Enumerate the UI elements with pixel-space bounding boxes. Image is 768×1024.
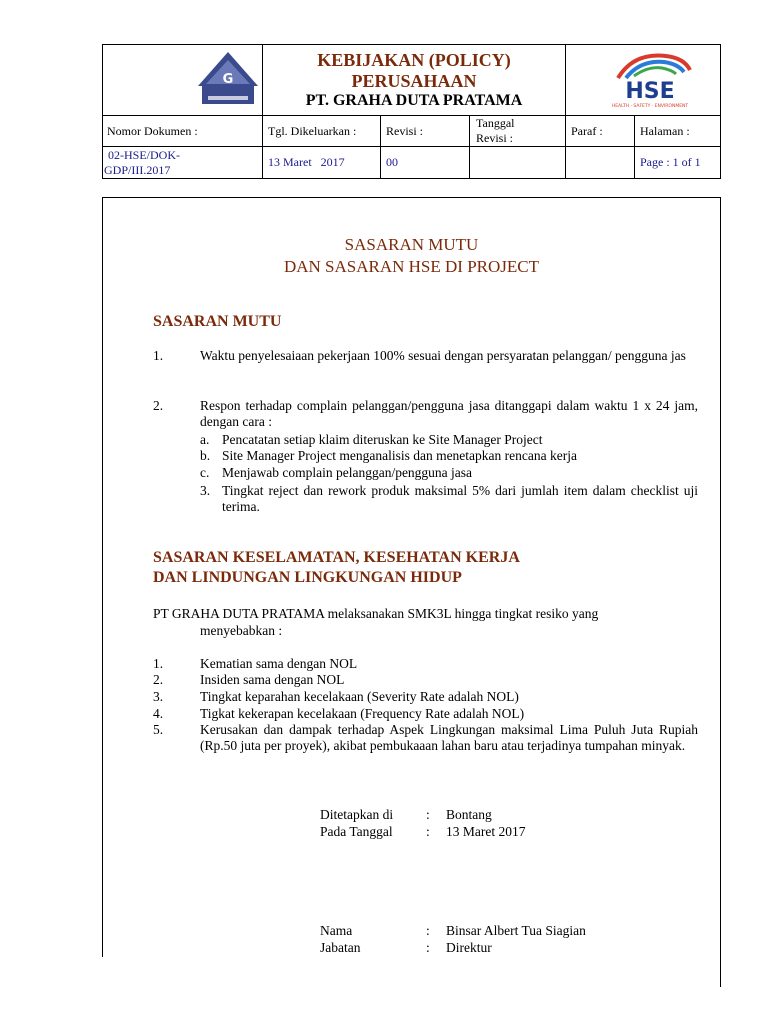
doc-number-value-1: 02-HSE/DOK- bbox=[108, 148, 180, 162]
list-item: Kerusakan dan dampak terhadap Aspek Lingkungan maksimal Lima Puluh Juta Rupiah (Rp.50 juta per proyek), akibat pembukaaan lahan baru atau terjadinya tumpahan minyak. bbox=[200, 722, 698, 753]
page-value: Page : 1 of 1 bbox=[640, 155, 701, 169]
hse-intro-line-1: PT GRAHA DUTA PRATAMA melaksanakan SMK3L hingga tingkat resiko yang bbox=[153, 606, 599, 621]
list-item-number: 2. bbox=[153, 398, 164, 413]
list-item: Waktu penyelesaiaan pekerjaan 100% sesuai dengan persyaratan pelanggan/ pengguna jas bbox=[200, 348, 686, 363]
list-item-number: 4. bbox=[153, 706, 164, 721]
svg-text:G: G bbox=[222, 72, 234, 87]
place-value: Bontang bbox=[446, 807, 492, 822]
place-label: Ditetapkan di bbox=[320, 807, 394, 822]
date-value: 13 Maret 2017 bbox=[446, 824, 526, 839]
list-item-number: 2. bbox=[153, 672, 164, 687]
list-item-number: 1. bbox=[153, 656, 164, 671]
sub-item-number: 3. bbox=[200, 483, 211, 498]
list-item: Respon terhadap complain pelanggan/pengguna jasa ditanggapi dalam waktu 1 x 24 jam, dengan cara : bbox=[200, 398, 698, 429]
sub-item-number: b. bbox=[200, 448, 211, 463]
document-subtitle: DAN SASARAN HSE DI PROJECT bbox=[283, 257, 540, 276]
policy-subtitle: PERUSAHAAN bbox=[351, 71, 477, 91]
name-label: Nama bbox=[320, 923, 353, 938]
section-hse-title-2: DAN LINDUNGAN LINGKUNGAN HIDUP bbox=[153, 569, 462, 586]
section-hse-title-1: SASARAN KESELAMATAN, KESEHATAN KERJA bbox=[153, 549, 520, 566]
colon: : bbox=[426, 824, 430, 839]
company-logo bbox=[196, 50, 260, 110]
page-label: Halaman : bbox=[640, 124, 690, 138]
paraf-label: Paraf : bbox=[571, 124, 603, 138]
list-item-number: 5. bbox=[153, 722, 164, 737]
issued-date-label: Tgl. Dikeluarkan : bbox=[268, 124, 357, 138]
revision-date-label-2: Revisi : bbox=[476, 131, 514, 145]
hse-intro-line-2: menyebabkan : bbox=[200, 623, 283, 638]
revision-date-label-1: Tanggal bbox=[476, 116, 515, 130]
date-label: Pada Tanggal bbox=[320, 824, 393, 839]
colon: : bbox=[426, 940, 430, 955]
company-name: PT. GRAHA DUTA PRATAMA bbox=[305, 92, 523, 109]
doc-number-label: Nomor Dokumen : bbox=[107, 124, 198, 138]
list-item: Tingkat keparahan kecelakaan (Severity Rate adalah NOL) bbox=[200, 689, 519, 704]
document-title: SASARAN MUTU bbox=[344, 235, 479, 254]
svg-text:HSE: HSE bbox=[625, 79, 675, 104]
colon: : bbox=[426, 807, 430, 822]
list-item: Kematian sama dengan NOL bbox=[200, 656, 358, 671]
sub-item: Menjawab complain pelanggan/pengguna jasa bbox=[222, 465, 473, 480]
policy-title: KEBIJAKAN (POLICY) bbox=[317, 50, 511, 70]
position-value: Direktur bbox=[446, 940, 492, 955]
hse-logo bbox=[604, 48, 696, 110]
svg-text:HEALTH · SAFETY · ENVIRONMENT: HEALTH · SAFETY · ENVIRONMENT bbox=[611, 104, 689, 109]
list-item-number: 1. bbox=[153, 348, 164, 363]
sub-item: Tingkat reject dan rework produk maksimal 5% dari jumlah item dalam checklist uji terima. bbox=[222, 483, 698, 514]
list-item: Insiden sama dengan NOL bbox=[200, 672, 345, 687]
doc-number-value-2: GDP/III.2017 bbox=[104, 163, 171, 177]
sub-item-number: a. bbox=[200, 432, 210, 447]
section-quality-title: SASARAN MUTU bbox=[153, 313, 282, 330]
revision-label: Revisi : bbox=[386, 124, 424, 138]
name-value: Binsar Albert Tua Siagian bbox=[446, 923, 586, 938]
list-item-number: 3. bbox=[153, 689, 164, 704]
revision-value: 00 bbox=[386, 155, 398, 169]
sub-item: Pencatatan setiap klaim diteruskan ke Site Manager Project bbox=[222, 432, 543, 447]
list-item: Tigkat kekerapan kecelakaan (Frequency Rate adalah NOL) bbox=[200, 706, 525, 721]
sub-item: Site Manager Project menganalisis dan menetapkan rencana kerja bbox=[222, 448, 577, 463]
issued-date-value: 13 Maret 2017 bbox=[268, 155, 345, 169]
position-label: Jabatan bbox=[320, 940, 361, 955]
sub-item-number: c. bbox=[200, 465, 210, 480]
colon: : bbox=[426, 923, 430, 938]
